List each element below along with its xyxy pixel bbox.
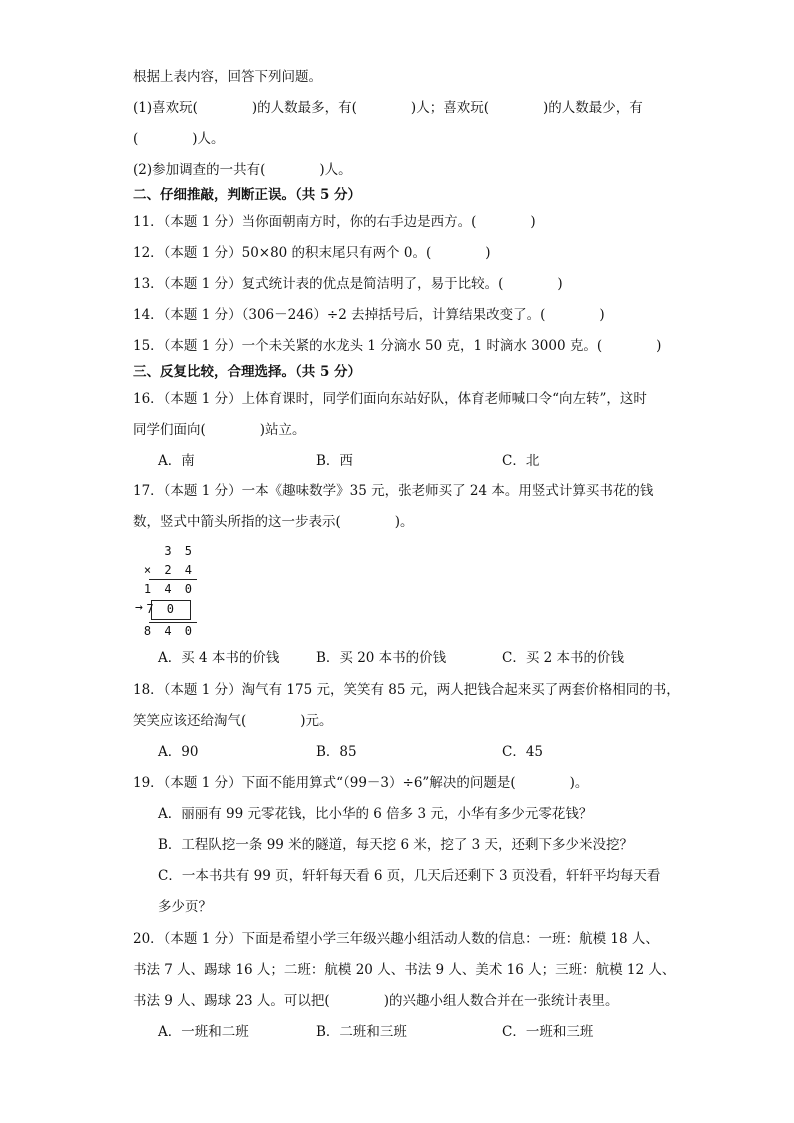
question-part2: (2)参加调查的一共有( )人。 <box>133 162 352 178</box>
question-20-line1: 20．（本题 1 分）下面是希望小学三年级兴趣小组活动人数的信息：一班：航模 18 人、 <box>133 931 659 947</box>
q18-option-a: A．90 <box>158 744 199 760</box>
question-part1-line1: (1)喜欢玩( )的人数最多，有( )人；喜欢玩( )的人数最少，有 <box>133 100 643 116</box>
question-15: 15．（本题 1 分）一个未关紧的水龙头 1 分滴水 50 克，1 时滴水 3000 克。( ) <box>133 338 662 354</box>
question-part1-line2: ( )人。 <box>133 131 225 147</box>
q17-option-b: B．买 20 本书的价钱 <box>316 650 447 666</box>
question-17-line2: 数，竖式中箭头所指的这一步表示( )。 <box>133 514 414 530</box>
question-18-line1: 18．（本题 1 分）淘气有 175 元，笑笑有 85 元，两人把钱合起来买了两套价格相同的书， <box>133 682 680 698</box>
calc-line-2 <box>149 622 197 623</box>
q17-option-a: A．买 4 本书的价钱 <box>158 650 280 666</box>
question-17-line1: 17．（本题 1 分）一本《趣味数学》35 元，张老师买了 24 本。用竖式计算买书花的钱 <box>133 483 654 499</box>
q19-option-b: B．工程队挖一条 99 米的隧道，每天挖 6 米，挖了 3 天，还剩下多少米没挖？ <box>158 837 634 853</box>
q16-option-b: B．西 <box>316 453 353 469</box>
calc-multiplicand: 3 5 <box>164 544 195 558</box>
q19-option-c-line1: C．一本书共有 99 页，轩轩每天看 6 页，几天后还剩下 3 页没看，轩轩平均每天看 <box>158 868 661 884</box>
calc-partial-product-1: 1 4 0 <box>143 582 195 596</box>
q16-option-a: A．南 <box>158 453 195 469</box>
question-13: 13．（本题 1 分）复式统计表的优点是简洁明了，易于比较。( ) <box>133 276 563 292</box>
question-12: 12．（本题 1 分）50×80 的积末尾只有两个 0。( ) <box>133 245 491 261</box>
intro-text: 根据上表内容，回答下列问题。 <box>133 69 322 85</box>
calc-line-1 <box>149 579 197 580</box>
question-19: 19．（本题 1 分）下面不能用算式“（99－3）÷6”解决的问题是( )。 <box>133 775 589 791</box>
question-14: 14．（本题 1 分）（306－246）÷2 去掉括号后，计算结果改变了。( ) <box>133 307 605 323</box>
question-18-line2: 笑笑应该还给淘气( )元。 <box>133 713 333 729</box>
calc-multiplier: × 2 4 <box>143 563 195 577</box>
q18-option-b: B．85 <box>316 744 357 760</box>
q16-option-c: C．北 <box>502 453 540 469</box>
calc-result: 8 4 0 <box>143 624 195 638</box>
section-2-title: 二、仔细推敲，判断正误。（共 5 分） <box>133 187 362 203</box>
q20-option-a: A．一班和二班 <box>158 1024 249 1040</box>
q20-option-c: C．一班和三班 <box>502 1024 594 1040</box>
section-3-title: 三、反复比较，合理选择。（共 5 分） <box>133 364 362 380</box>
q18-option-c: C．45 <box>502 744 544 760</box>
q20-option-b: B．二班和三班 <box>316 1024 407 1040</box>
calc-partial-product-2: 7 0 <box>146 602 177 616</box>
q19-option-a: A．丽丽有 99 元零花钱，比小华的 6 倍多 3 元，小华有多少元零花钱？ <box>158 806 593 822</box>
question-11: 11．（本题 1 分）当你面朝南方时，你的右手边是西方。( ) <box>133 214 536 230</box>
q17-option-c: C．买 2 本书的价钱 <box>502 650 625 666</box>
arrow-icon: → <box>135 600 143 615</box>
vertical-multiplication <box>135 540 205 640</box>
question-16-line2: 同学们面向( )站立。 <box>133 422 306 438</box>
question-20-line2: 书法 7 人、踢球 16 人；二班：航模 20 人、书法 9 人、美术 16 人；三班：航模 12 人、 <box>133 962 676 978</box>
question-20-line3: 书法 9 人、踢球 23 人。可以把( )的兴趣小组人数合并在一张统计表里。 <box>133 993 619 1009</box>
question-16-line1: 16．（本题 1 分）上体育课时，同学们面向东站好队，体育老师喊口令“向左转”，这时 <box>133 391 647 407</box>
q19-option-c-line2: 多少页？ <box>158 899 212 915</box>
